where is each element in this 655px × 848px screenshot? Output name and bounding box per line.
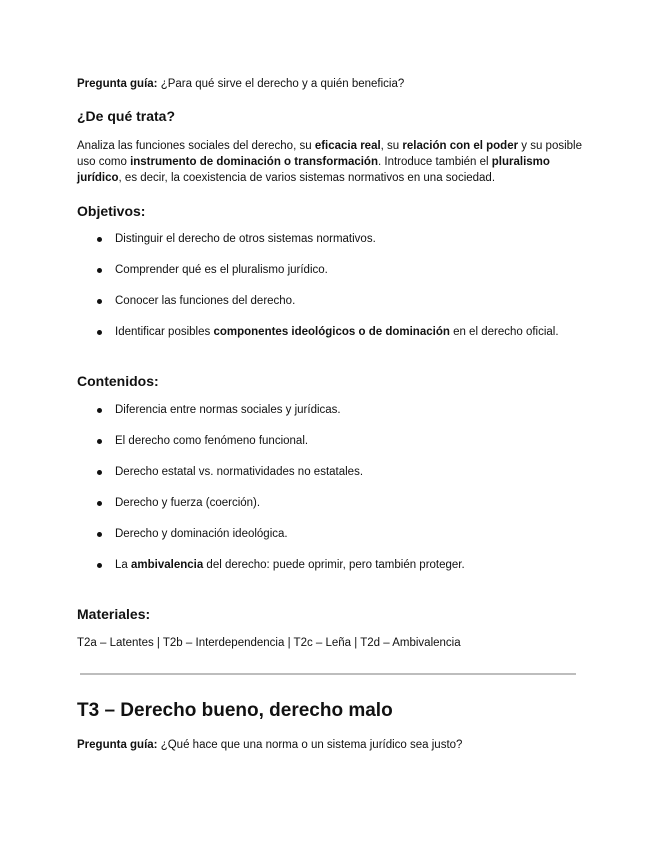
guiding-question-text: ¿Para qué sirve el derecho y a quién beneficia? [157, 78, 405, 90]
list-item-text: Derecho y dominación ideológica. [115, 528, 288, 540]
materials-text: T2a – Latentes | T2b – Interdependencia | T2c – Leña | T2d – Ambivalencia [77, 637, 461, 649]
about-bold-4: pluralismo jurídico [77, 156, 550, 184]
about-text-3: y su posible uso como [77, 140, 583, 168]
bullet-icon [97, 330, 102, 335]
guiding-question-t3 [77, 737, 462, 753]
list-item-text: Diferencia entre normas sociales y jurídicas. [115, 404, 341, 416]
guiding-question-label: Pregunta guía: [77, 78, 158, 90]
section-heading-materials: Materiales: [77, 606, 151, 622]
list-item-text: El derecho como fenómeno funcional. [115, 435, 309, 447]
item-text-bold: ambivalencia [131, 559, 204, 571]
section-heading-objectives: Objetivos: [77, 203, 146, 219]
bullet-icon [97, 501, 102, 506]
bullet-icon [97, 563, 102, 568]
about-text-2: , su [380, 140, 403, 152]
about-bold-1: eficacia real [314, 140, 381, 152]
about-text-1: Analiza las funciones sociales del derecho, su [77, 140, 315, 152]
list-item-text: Conocer las funciones del derecho. [115, 295, 296, 307]
item-text-pre: Identificar posibles [115, 326, 214, 338]
bullet-icon [97, 470, 102, 475]
list-item-text: Derecho estatal vs. normatividades no estatales. [115, 466, 364, 478]
list-item-text [115, 557, 465, 573]
bullet-icon [97, 237, 102, 242]
bullet-icon [97, 439, 102, 444]
about-bold-2: relación con el poder [402, 140, 519, 152]
guiding-question-text: ¿Qué hace que una norma o un sistema jurídico sea justo? [157, 739, 463, 751]
item-text-pre: La [115, 559, 131, 571]
bullet-icon [97, 532, 102, 537]
list-item-text: Derecho y fuerza (coerción). [115, 497, 261, 509]
guiding-question [77, 76, 404, 92]
about-text-5: , es decir, la coexistencia de varios sistemas normativos en una sociedad. [118, 172, 496, 184]
item-text-bold: componentes ideológicos o de dominación [213, 326, 450, 338]
about-text-4: . Introduce también el [377, 156, 492, 168]
list-item-text: Comprender qué es el pluralismo jurídico. [115, 264, 328, 276]
list-item-text: Distinguir el derecho de otros sistemas normativos. [115, 233, 376, 245]
section-divider [80, 673, 576, 675]
about-bold-3: instrumento de dominación o transformación [130, 156, 378, 168]
bullet-icon [97, 408, 102, 413]
bullet-icon [97, 299, 102, 304]
item-text-post: del derecho: puede oprimir, pero también proteger. [203, 559, 465, 571]
section-heading-contents: Contenidos: [77, 373, 159, 389]
guiding-question-label: Pregunta guía: [77, 739, 158, 751]
list-item-text [115, 324, 559, 340]
bullet-icon [97, 268, 102, 273]
item-text-post: en el derecho oficial. [449, 326, 559, 338]
section-title-t3: T3 – Derecho bueno, derecho malo [77, 700, 393, 721]
section-heading-about: ¿De qué trata? [77, 108, 176, 124]
about-paragraph [77, 138, 582, 186]
